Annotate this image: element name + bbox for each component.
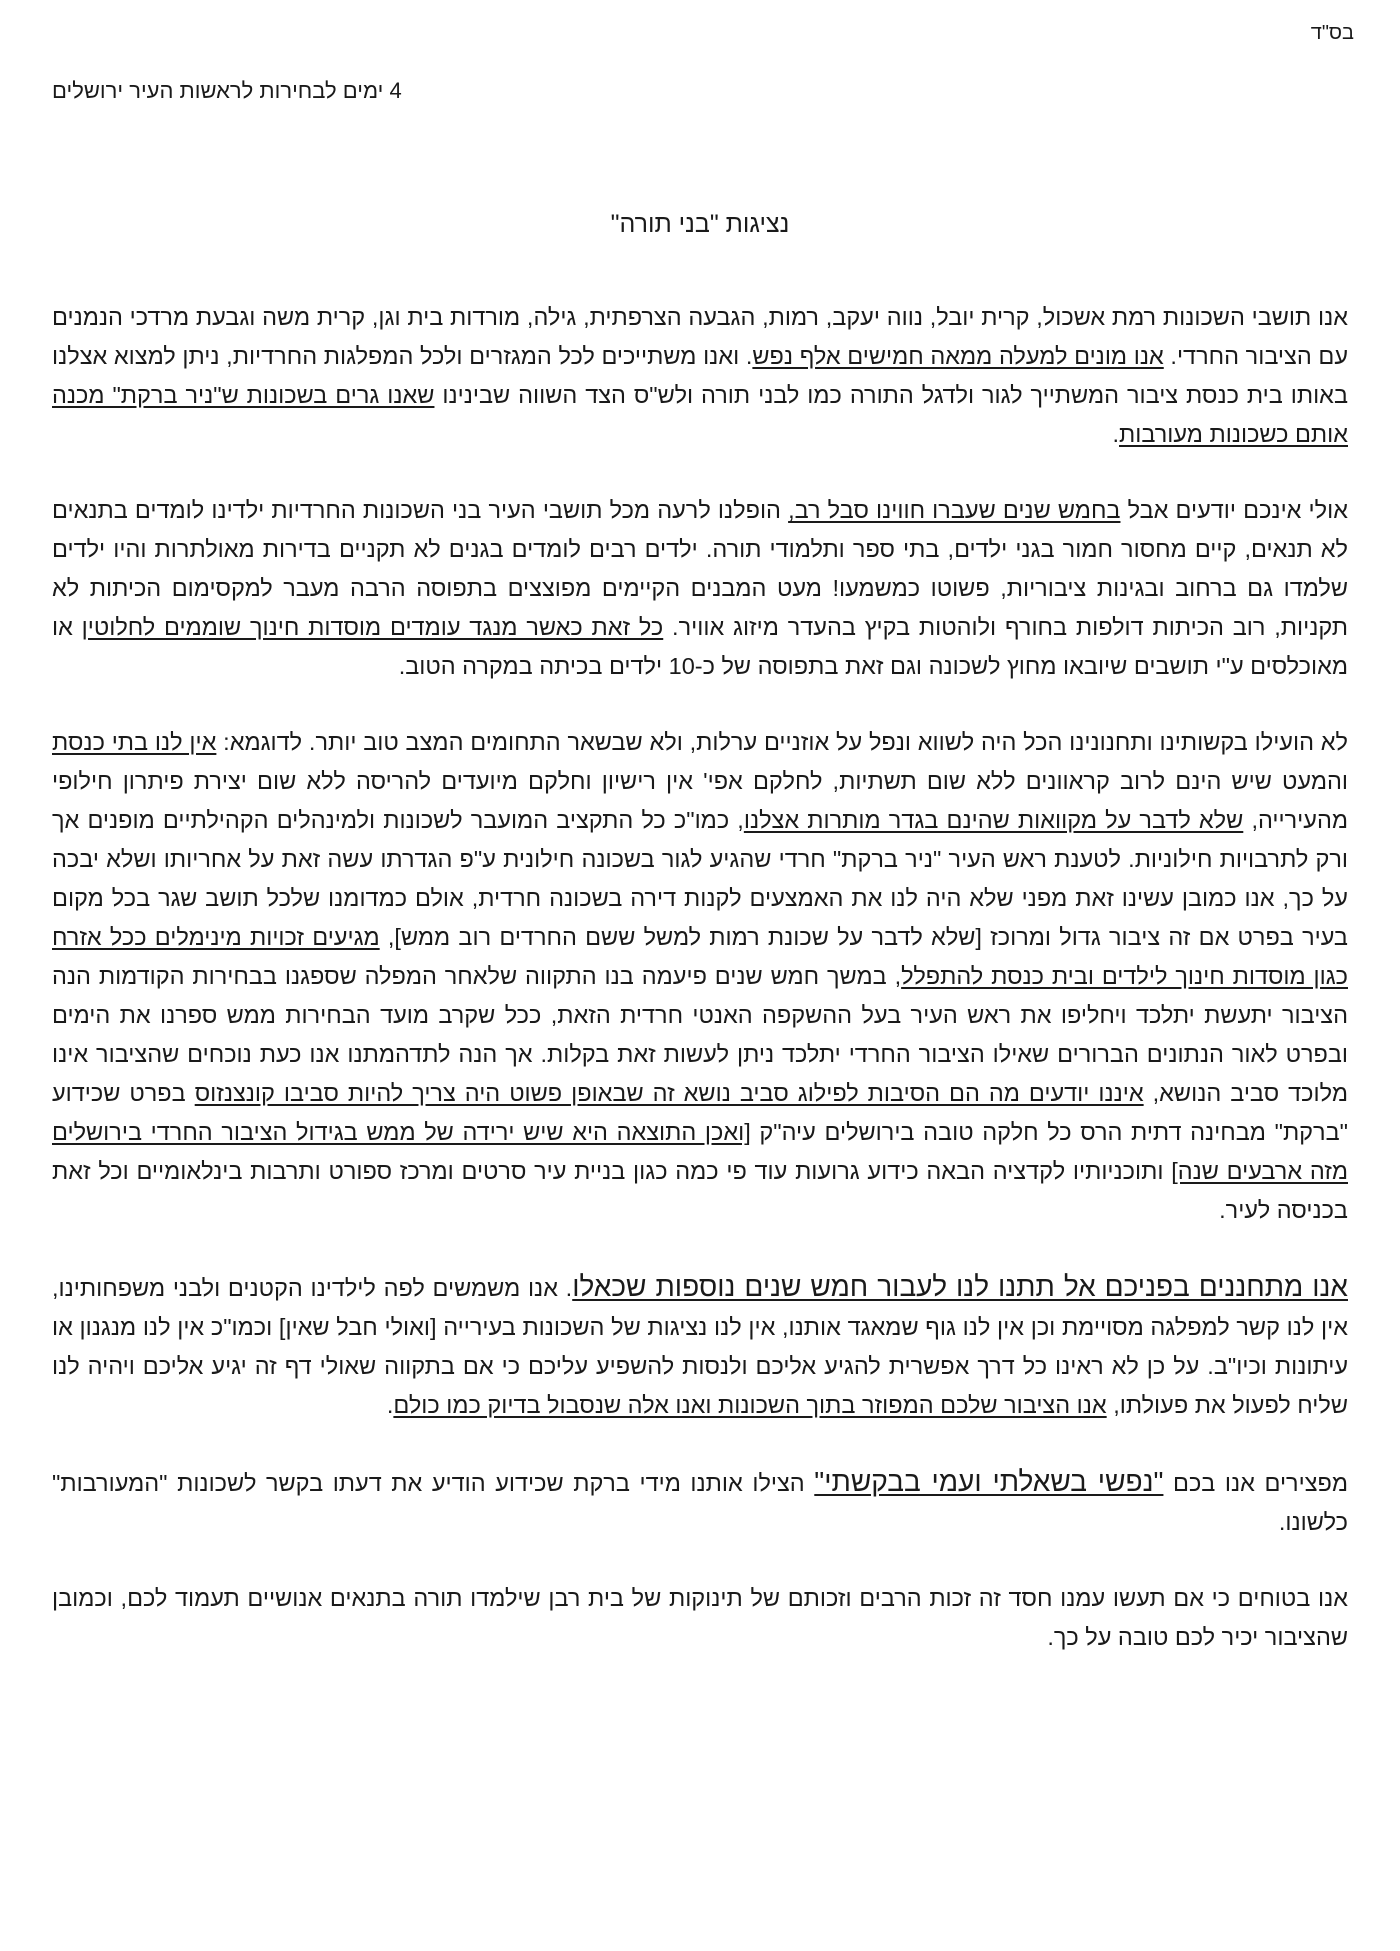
- paragraph-text: ותוכניותיו לקדציה הבאה כידוע גרועות עוד פי כמה כגון בניית עיר סרטים ומרכז ספורט ותרבות בינלאומיים וכל זאת בכניסה לעיר.: [52, 1158, 1348, 1223]
- paragraph-text: .: [1112, 421, 1119, 447]
- underlined-text: שאנו גרים בשכונות ש"ניר ברקת" מכנה אותם כשכונות מעורבות: [52, 382, 1348, 447]
- paragraph-text: . ואנו משתייכים לכל המגזרים ולכל המפלגות החרדיות, ניתן למצוא אצלנו באותו בית כנסת ציבור המשתייך לגור ולדגל התורה כמו לבני תורה ולש"ס הצד השווה שבינינו: [52, 343, 1348, 408]
- page-title: נציגות "בני תורה": [610, 210, 790, 238]
- paragraph-text: אנו תושבי השכונות רמת אשכול, קרית יובל, נווה יעקב, רמות, הגבעה הצרפתית, גילה, מורדות בית וגן, קרית משה וגבעת מרדכי הנמנים עם הציבור החרדי.: [52, 304, 1348, 369]
- underlined-text: בחמש שנים שעברו חווינו סבל רב,: [788, 497, 1121, 523]
- paragraph-text: או מאוכלסים ע"י תושבים שיובאו מחוץ לשכונה וגם זאת בתפוסה של כ-10 ילדים בכיתה במקרה הטוב.: [52, 614, 1348, 679]
- paragraph-text: לא הועילו בקשותינו ותחנונינו הכל היה לשווא ונפל על אוזניים ערלות, ולא שבשאר התחומים המצב טוב יותר. לדוגמא:: [216, 729, 1348, 755]
- election-countdown: 4 ימים לבחירות לראשות העיר ירושלים: [52, 78, 402, 103]
- paragraph-text: אנו בטוחים כי אם תעשו עמנו חסד זה זכות הרבים וזכותם של תינוקות של בית רבן שילמדו תורה בתנאים אנושיים תעמוד לכם, וכמובן שהציבור יכיר לכם טובה על כך.: [52, 1585, 1348, 1650]
- underlined-text: [ואכן התוצאה היא שיש ירידה של ממש בגידול הציבור החרדי בירושלים מזה ארבעים שנה]: [52, 1119, 1348, 1184]
- paragraph-neighborhoods: [52, 298, 1348, 454]
- paragraph-text: , במשך חמש שנים פיעמה בנו התקווה שלאחר המפלה שספגנו בבחירות הקודמות הנה הציבור יתעשת יתלכד ויחליפו את ראש העיר בעל ההשקפה האנטי חרדית הזאת, ככל שקרב מועד הבחירות ממש ספרנו את הימים ובפרט לאור הנתונים הברורים שאילו הציבור החרדי יתלכד ניתן לעשות זאת בקלות. אך הנה לתדהמתנו אנו כעת נוכחים שהציבור אינו מלוכד סביב הנושא,: [52, 963, 1348, 1106]
- paragraph-text: .: [386, 1392, 394, 1418]
- paragraph-plea: [52, 1267, 1348, 1425]
- paragraph-text: בפרט שכידוע "ברקת" מבחינה דתית הרס כל חלקה טובה בירושלים עיה"ק: [52, 1080, 1348, 1145]
- paragraph-suffering: [52, 491, 1348, 686]
- underlined-text: כל זאת כאשר מנגד עומדים מוסדות חינוך שוממים לחלוטין: [81, 614, 664, 640]
- underlined-text: אנו מונים למעלה ממאה חמישים אלף נפש: [752, 343, 1164, 369]
- paragraph-text: הצילו אותנו מידי ברקת שכידוע הודיע את דעתו בקשר לשכונות "המעורבות" כלשונו.: [52, 1470, 1348, 1535]
- underlined-text: מגיעים זכויות מינימלים ככל אזרח כגון מוסדות חינוך לילדים ובית כנסת להתפלל: [52, 924, 1348, 989]
- paragraph-closing: [52, 1579, 1348, 1657]
- underlined-text: "נפשי בשאלתי ועמי בבקשתי": [814, 1466, 1164, 1497]
- paragraph-text: והמעט שיש הינם לרוב קראוונים ללא שום תשתיות, לחלקם אפי' אין רישיון וחלקם מיועדים להריסה ללא שום יצירת פיתרון חילופי מהעירייה,: [52, 768, 1348, 833]
- paragraph-requests: [52, 723, 1348, 1230]
- paragraph-text: מפצירים אנו בכם: [1163, 1470, 1348, 1496]
- underlined-text: אנו מתחננים בפניכם אל תתנו לנו לעבור חמש שנים נוספות שכאלו: [572, 1271, 1348, 1302]
- paragraph-text: . אנו משמשים לפה לילדינו הקטנים ולבני משפחותינו, אין לנו קשר למפלגה מסויימת וכן אין לנו גוף שמאגד אותנו, אין לנו נציגות של השכונות בעירייה [ואולי חבל שאין] וכמו"כ אין לנו מנגנון או עיתונות וכיו"ב. על כן לא ראינו כל דרך אפשרית להגיע אליכם ולנסות להשפיע עליכם כי אם בתקווה שאולי דף זה יגיע אליכם ויהיה לנו שליח לפעול את פעולתו,: [52, 1275, 1348, 1418]
- underlined-text: אנו הציבור שלכם המפוזר בתוך השכונות ואנו אלה שנסבול בדיוק כמו כולם: [393, 1392, 1107, 1418]
- paragraph-text: , כמו"כ כל התקציב המועבר לשכונות ולמינהלים הקהילתיים מופנים אך ורק לתרבויות חילוניות. לטענת ראש העיר "ניר ברקת" חרדי שהגיע לגור בשכונה חילונית ע"פ הגדרתו עשה זאת על אחריותו ושלא יבכה על כך, אנו כמובן עשינו זאת מפני שלא היה לנו את האמצעים לקנות דירה בשכונה חרדית, אולם כמדומנו שלכל תושב שגר בכל מקום בעיר בפרט אם זה ציבור גדול ומרוכז [שלא לדבר על שכונת רמות למשל ששם החרדים רוב ממש],: [52, 807, 1348, 950]
- underlined-text: שלא לדבר על מקוואות שהינם בגדר מותרות אצלנו: [743, 807, 1244, 833]
- underlined-text: איננו יודעים מה הם הסיבות לפילוג סביב נושא זה שבאופן פשוט היה צריך להיות סביבו קונצנזוס: [194, 1080, 1144, 1106]
- paragraph-text: אולי אינכם יודעים אבל: [1120, 497, 1348, 523]
- underlined-text: אין לנו בתי כנסת: [52, 729, 217, 755]
- paragraph-urge: [52, 1462, 1348, 1542]
- letter-body: [52, 298, 1348, 1694]
- bsd-header: בס"ד: [1310, 22, 1354, 44]
- paragraph-text: הופלנו לרעה מכל תושבי העיר בני השכונות החרדיות ילדינו לומדים בתנאים לא תנאים, קיים מחסור חמור בגני ילדים, בתי ספר ותלמודי תורה. ילדים רבים לומדים בגנים לא תקניים בדירות מאולתרות והיו ילדים שלמדו גם ברחוב ובגינות ציבוריות, פשוטו כמשמעו! מעט המבנים הקיימים מפוצצים בתפוסה הרבה מעבר למקסימום הכיתות לא תקניות, רוב הכיתות דולפות בחורף ולוהטות בקיץ בהעדר מיזוג אוויר.: [52, 497, 1349, 640]
